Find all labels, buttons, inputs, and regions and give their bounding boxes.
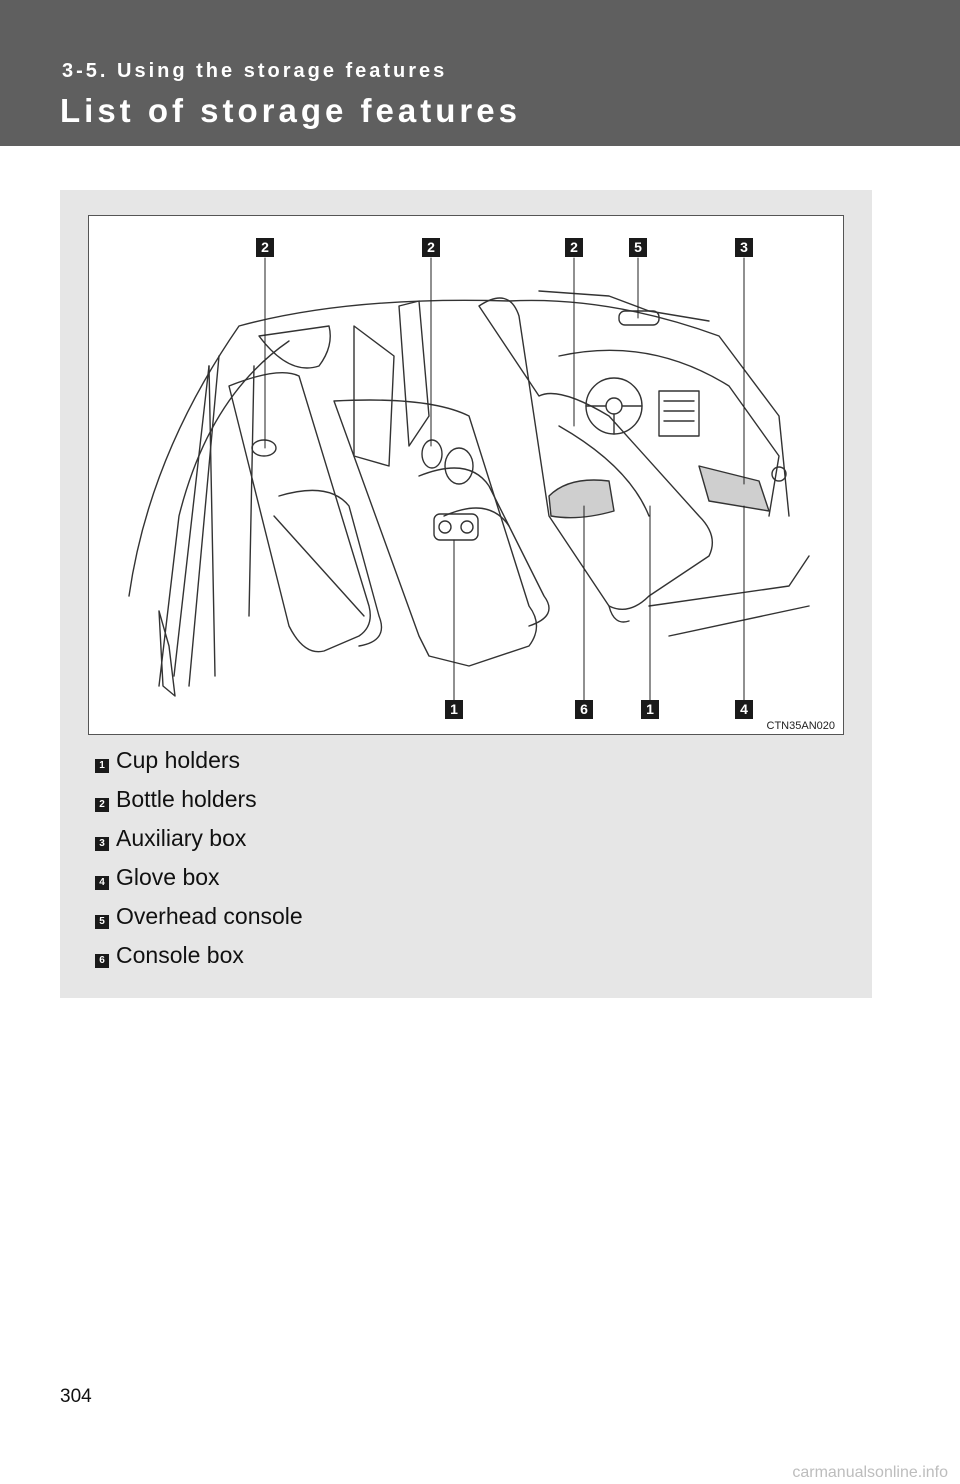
callout-top-1: 2: [256, 238, 274, 257]
watermark-text: carmanualsonline.info: [792, 1464, 948, 1481]
callout-top-5: 3: [735, 238, 753, 257]
legend-number: 5: [95, 915, 109, 929]
car-interior-drawing: [89, 216, 845, 736]
callout-top-2: 2: [422, 238, 440, 257]
callout-top-3: 2: [565, 238, 583, 257]
callout-bottom-3: 1: [641, 700, 659, 719]
legend-number: 6: [95, 954, 109, 968]
legend-number: 4: [95, 876, 109, 890]
legend-label: Glove box: [116, 864, 220, 890]
legend-label: Bottle holders: [116, 786, 257, 812]
callout-bottom-2: 6: [575, 700, 593, 719]
legend-number: 1: [95, 759, 109, 773]
page-header: [0, 0, 960, 146]
legend-label: Overhead console: [116, 903, 303, 929]
figure-code: CTN35AN020: [766, 720, 835, 732]
legend-label: Cup holders: [116, 747, 241, 773]
callout-bottom-1: 1: [445, 700, 463, 719]
legend-number: 2: [95, 798, 109, 812]
legend-number: 3: [95, 837, 109, 851]
callout-bottom-4: 4: [735, 700, 753, 719]
legend-label: Console box: [116, 942, 244, 968]
callout-top-4: 5: [629, 238, 647, 257]
section-title: 3-5. Using the storage features: [62, 60, 448, 82]
page-number: 304: [60, 1386, 92, 1407]
car-interior-illustration: [88, 215, 844, 735]
legend-label: Auxiliary box: [116, 825, 247, 851]
page-title: List of storage features: [60, 92, 521, 129]
